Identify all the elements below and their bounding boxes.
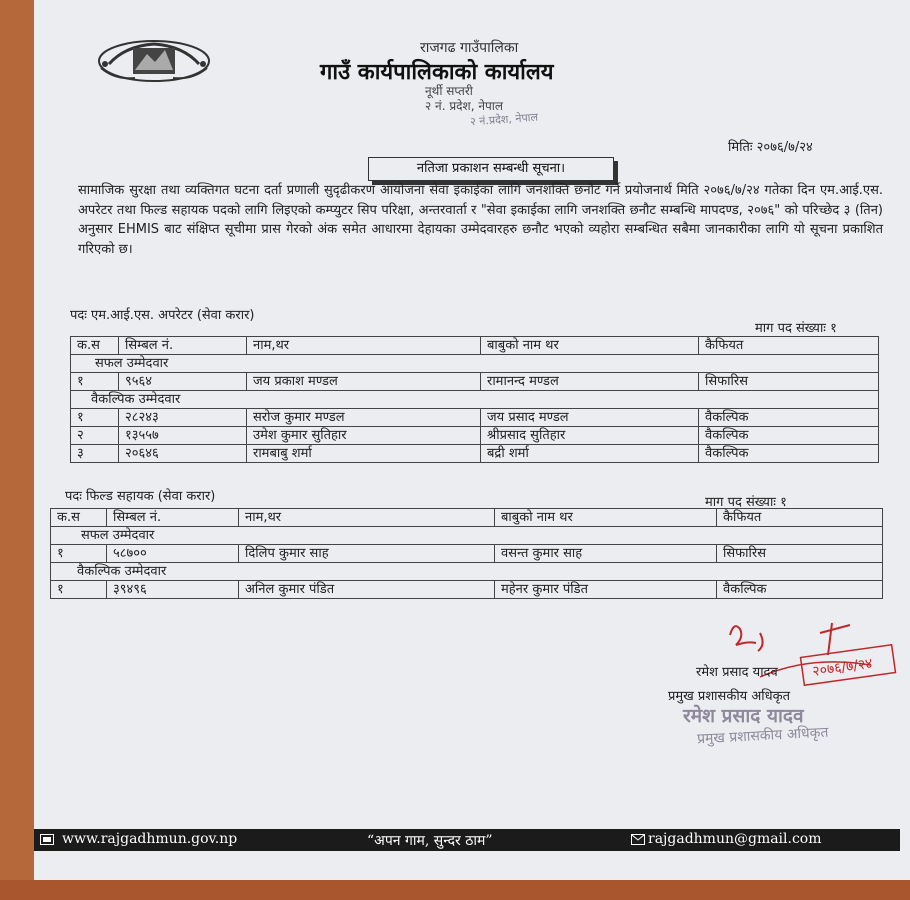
table-header-row	[71, 337, 879, 355]
col-symbol-header: सिम्बल नं.	[107, 509, 239, 527]
row-symbol: ५८७००	[107, 545, 239, 563]
row-name: दिलिप कुमार साह	[239, 545, 495, 563]
row-name: अनिल कुमार पंडित	[239, 581, 495, 599]
col-sn-header: क.स	[71, 337, 119, 355]
municipality-emblem-icon	[95, 34, 213, 84]
row-sn: १	[71, 409, 119, 427]
col-sn-header: क.स	[51, 509, 107, 527]
table-row	[51, 545, 883, 563]
row-sn: २	[71, 427, 119, 445]
row-remarks: वैकल्पिक	[699, 427, 879, 445]
row-father: महेनर कुमार पंडित	[495, 581, 717, 599]
officer-name: रमेश प्रसाद यादव	[696, 665, 778, 680]
group-label: वैकल्पिक उम्मेदवार	[51, 563, 883, 581]
row-symbol: ३९४९६	[107, 581, 239, 599]
row-remarks: सिफारिस	[717, 545, 883, 563]
envelope-icon	[631, 834, 645, 845]
header-stamp: २ नं.प्रदेश, नेपाल	[469, 110, 539, 129]
col-name-header: नाम,थर	[247, 337, 481, 355]
row-name: उमेश कुमार सुतिहार	[247, 427, 481, 445]
col-remarks-header: कैफियत	[717, 509, 883, 527]
row-symbol: २०६४६	[119, 445, 247, 463]
row-father: श्रीप्रसाद सुतिहार	[481, 427, 699, 445]
table-row	[71, 445, 879, 463]
row-name: रामबाबु शर्मा	[247, 445, 481, 463]
table-row	[71, 409, 879, 427]
section2-title: पदः फिल्ड सहायक (सेवा करार)	[65, 489, 216, 504]
section2-positions: माग पद संख्याः १	[705, 495, 787, 510]
office-location: नूर्थी सप्तरी	[425, 84, 473, 98]
col-father-header: बाबुको नाम थर	[481, 337, 699, 355]
row-symbol: ९५६४	[119, 373, 247, 391]
row-remarks: वैकल्पिक	[699, 409, 879, 427]
group-label: वैकल्पिक उम्मेदवार	[71, 391, 879, 409]
row-father: रामानन्द मण्डल	[481, 373, 699, 391]
row-remarks: वैकल्पिक	[699, 445, 879, 463]
notice-date: मितिः २०७६/७/२४	[728, 140, 813, 155]
row-sn: ३	[71, 445, 119, 463]
row-remarks: सिफारिस	[699, 373, 879, 391]
row-father: जय प्रसाद मण्डल	[481, 409, 699, 427]
table-row	[71, 373, 879, 391]
globe-icon	[40, 834, 54, 845]
section1-table	[70, 336, 879, 463]
handwritten-date: २०७६/७/२४	[811, 655, 874, 680]
municipality-name: राजगढ गाउँपालिका	[420, 40, 519, 56]
table-header-row	[51, 509, 883, 527]
table-row	[51, 581, 883, 599]
group-label: सफल उम्मेदवार	[51, 527, 883, 545]
row-father: बद्री शर्मा	[481, 445, 699, 463]
office-province: २ नं. प्रदेश, नेपाल	[425, 99, 504, 113]
desk-background	[0, 880, 910, 900]
section2-table	[50, 508, 883, 599]
row-name: सरोज कुमार मण्डल	[247, 409, 481, 427]
section1-title: पदः एम.आई.एस. अपरेटर (सेवा करार)	[70, 308, 255, 323]
stamp-officer-name: रमेश प्रसाद यादव	[683, 705, 804, 727]
stamp-officer-title: प्रमुख प्रशासकीय अधिकृत	[696, 724, 829, 748]
row-symbol: १३५५७	[119, 427, 247, 445]
col-name-header: नाम,थर	[239, 509, 495, 527]
row-sn: १	[71, 373, 119, 391]
table-row	[71, 427, 879, 445]
row-name: जय प्रकाश मण्डल	[247, 373, 481, 391]
notice-paragraph: सामाजिक सुरक्षा तथा व्यक्तिगत घटना दर्ता प्रणाली सुदृढीकरण आयोजना सेवा इकाईका लागि जनशक्ति छनौट गर्ने प्रयोजनार्थ मिति २०७६/७/२४ गतेका दिन एम.आई.एस. अपरेटर तथा फिल्ड सहायक पदको लागि लिइएको कम्प्युटर सिप परिक्षा, अन्तरवार्ता र "सेवा इकाईका लागि जनशक्ति छनौट सम्बन्धि मापदण्ड, २०७६" को परिच्छेद ३ (तिन) अनुसार EHMIS बाट संक्षिप्त सूचीमा प्रास गेरको अंक समेत आधारमा देहायका उम्मेदवारहरु छनौट भएको व्यहोरा सम्बन्धित सबैमा जानकारीका लागि यो सूचना प्रकाशित गरिएको छ।	[78, 183, 883, 257]
office-title: गाउँ कार्यपालिकाको कार्यालय	[320, 60, 554, 85]
handwritten-signature-icon	[700, 615, 900, 695]
row-sn: १	[51, 545, 107, 563]
row-sn: १	[51, 581, 107, 599]
col-symbol-header: सिम्बल नं.	[119, 337, 247, 355]
notice-title: नतिजा प्रकाशन सम्बन्धी सूचना।	[368, 157, 614, 181]
group-label: सफल उम्मेदवार	[71, 355, 879, 373]
row-symbol: २८२४३	[119, 409, 247, 427]
footer-email[interactable]: rajgadhmun@gmail.com	[648, 831, 822, 847]
col-father-header: बाबुको नाम थर	[495, 509, 717, 527]
row-father: वसन्त कुमार साह	[495, 545, 717, 563]
col-remarks-header: कैफियत	[699, 337, 879, 355]
footer-slogan: “अपन गाम, सुन्दर ठाम”	[367, 833, 493, 849]
footer-website[interactable]: www.rajgadhmun.gov.np	[62, 831, 238, 847]
section1-positions: माग पद संख्याः १	[755, 321, 837, 336]
footer-bar	[34, 829, 900, 851]
officer-title: प्रमुख प्रशासकीय अधिकृत	[668, 689, 791, 704]
row-remarks: वैकल्पिक	[717, 581, 883, 599]
